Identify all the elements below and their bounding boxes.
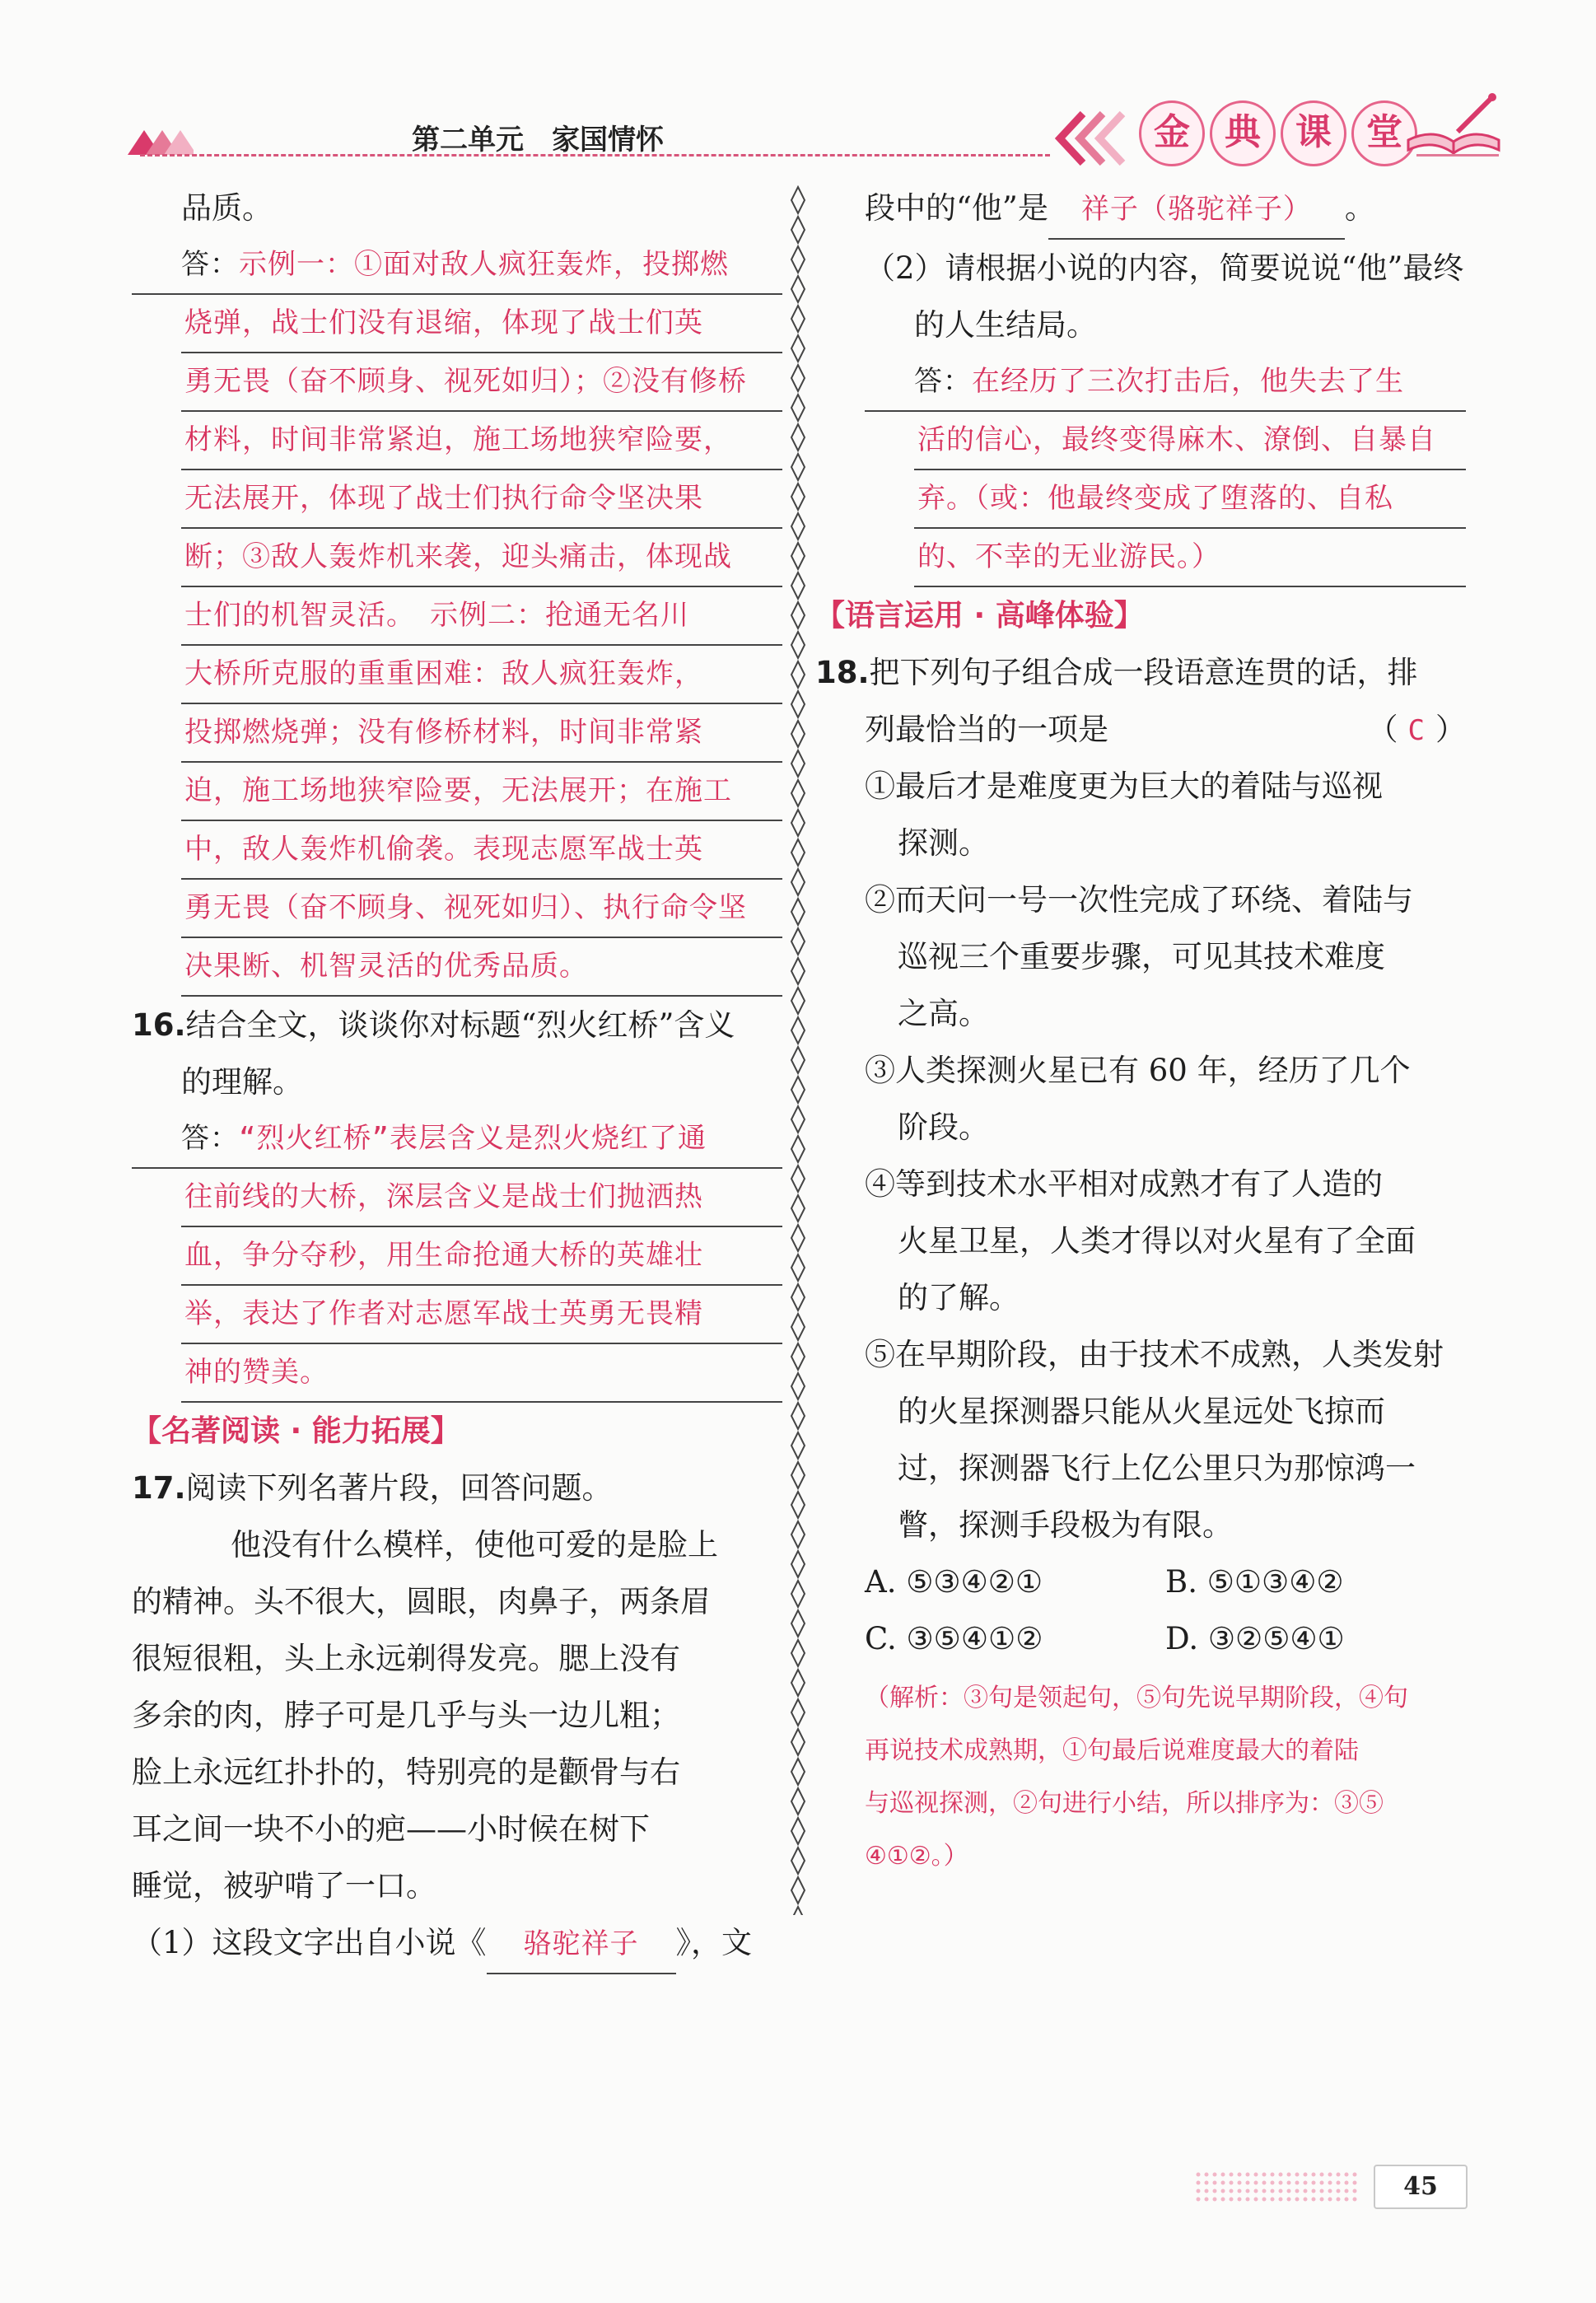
answer-bracket: （ C ） <box>1367 712 1466 747</box>
question-18: 18.把下列句子组合成一段语意连贯的话，排 <box>815 655 1418 690</box>
brand-logo <box>1139 100 1417 166</box>
passage <box>132 1516 782 1914</box>
answer-line: 材料，时间非常紧迫，施工场地狭窄险要， <box>181 412 782 470</box>
answer-line: 勇无畏（奋不顾身、视死如归）；②没有修桥 <box>181 353 782 412</box>
answer-line: 往前线的大桥，深层含义是战士们抛洒热 <box>181 1169 782 1227</box>
answer-line: 烧弹，战士们没有退缩，体现了战士们英 <box>181 295 782 353</box>
section-title: 【名著阅读 · 能力拓展】 <box>132 1414 460 1448</box>
explanation-line: （解析：③句是领起句，⑤句先说早期阶段，④句 <box>865 1684 1408 1712</box>
passage-line: 他没有什么模样，使他可爱的是脸上 <box>231 1527 718 1563</box>
text-line: 的人生结局。 <box>914 307 1097 343</box>
option-c: C. ③⑤④①② <box>865 1621 1043 1656</box>
answer-line: 弃。（或：他最终变成了堕落的、自私 <box>914 470 1466 529</box>
question-number: 16. <box>132 1007 186 1043</box>
sentence-line: 过，探测器飞行上亿公里只为那惊鸿一 <box>898 1450 1416 1486</box>
answer-line: 决果断、机智灵活的优秀品质。 <box>181 938 782 997</box>
sentence-line: 巡视三个重要步骤，可见其技术难度 <box>898 939 1385 974</box>
answer-line: 答：“烈火红桥”表层含义是烈火烧红了通 <box>132 1110 782 1169</box>
passage-line: 很短很粗，头上永远剃得发亮。腮上没有 <box>132 1641 680 1676</box>
sentence-line: ④等到技术水平相对成熟才有了人造的 <box>865 1166 1383 1202</box>
right-column <box>815 180 1466 1883</box>
left-column <box>132 180 782 1974</box>
fill-blank: 骆驼祥子 <box>487 1914 676 1974</box>
sentence-line: 之高。 <box>898 996 989 1031</box>
explanation-line: 与巡视探测，②句进行小结，所以排序为：③⑤ <box>865 1789 1384 1818</box>
answer-line: 迫，施工场地狭窄险要，无法展开；在施工 <box>181 763 782 821</box>
option-b: B. ⑤①③④② <box>1165 1564 1344 1600</box>
answer-line: 血，争分夺秒，用生命抢通大桥的英雄壮 <box>181 1227 782 1286</box>
sentence-line: 瞥，探测手段极为有限。 <box>898 1507 1233 1543</box>
sentence-line: ⑤在早期阶段，由于技术不成熟，人类发射 <box>865 1337 1444 1372</box>
answer-label: 答： <box>181 1122 239 1155</box>
section-title: 【语言运用 · 高峰体验】 <box>815 599 1144 633</box>
passage-line: 多余的肉，脖子可是几乎与头一边儿粗； <box>132 1698 680 1733</box>
answer-line: 神的赞美。 <box>181 1344 782 1403</box>
text-line: 的理解。 <box>181 1064 303 1100</box>
q16-answer <box>132 1110 782 1403</box>
answer-line: 无法展开，体现了战士们执行命令坚决果 <box>181 470 782 529</box>
explanation-line: 再说技术成熟期，①句最后说难度最大的着陆 <box>865 1736 1359 1765</box>
options-row <box>815 1553 1466 1610</box>
q15-answer <box>132 236 782 997</box>
answer-line: 答：在经历了三次打击后，他失去了生 <box>865 353 1466 412</box>
answer-label: 答： <box>914 365 972 398</box>
sentence-line: ①最后才是难度更为巨大的着陆与巡视 <box>865 768 1383 804</box>
answer-line: 中，敌人轰炸机偷袭。表现志愿军战士英 <box>181 821 782 880</box>
unit-title: 第二单元 家国情怀 <box>412 124 664 156</box>
answer-line: 举，表达了作者对志愿军战士英勇无畏精 <box>181 1286 782 1344</box>
options-row <box>815 1610 1466 1667</box>
column-divider <box>788 185 808 1915</box>
passage-line: 耳之间一块不小的疤——小时候在树下 <box>132 1811 650 1847</box>
text-line: 列最恰当的一项是 （ C ） <box>815 701 1466 758</box>
explanation-line: ④①②。） <box>865 1842 968 1871</box>
passage-line: 睡觉，被驴啃了一口。 <box>132 1868 436 1904</box>
passage-line: 的精神。头不很大，圆眼，肉鼻子，两条眉 <box>132 1584 711 1619</box>
sentence-line: 火星卫星，人类才得以对火星有了全面 <box>898 1223 1416 1259</box>
text-line: 品质。 <box>181 190 273 226</box>
header-rule-right <box>1416 154 1499 156</box>
triangle-stripes-icon <box>128 124 194 156</box>
answer-line: 大桥所克服的重重困难：敌人疯狂轰炸， <box>181 646 782 704</box>
brand-char: 堂 <box>1351 100 1417 166</box>
answer-line: 士们的机智灵活。 示例二：抢通无名川 <box>181 587 782 646</box>
brand-char: 典 <box>1210 100 1276 166</box>
answer-line: 答：示例一：①面对敌人疯狂轰炸，投掷燃 <box>132 236 782 295</box>
sentence-line: ③人类探测火星已有 60 年，经历了几个 <box>865 1053 1411 1088</box>
question-16: 16.结合全文，谈谈你对标题“烈火红桥”含义 <box>132 1007 735 1043</box>
sentence-line: ②而天问一号一次性完成了环绕、着陆与 <box>865 882 1413 918</box>
page-header <box>0 0 1596 181</box>
sentence-list <box>815 758 1466 1553</box>
question-number: 18. <box>815 655 870 690</box>
chevron-left-icon <box>1050 105 1132 171</box>
sentence-line: 阶段。 <box>898 1109 989 1145</box>
answer-line: 的、不幸的无业游民。） <box>914 529 1466 587</box>
question-17-1-cont: 段中的“他”是 祥子（骆驼祥子） 。 <box>815 180 1466 240</box>
answer-line: 活的信心，最终变得麻木、潦倒、自暴自 <box>914 412 1466 470</box>
answer-label: 答： <box>181 248 239 281</box>
dot-pattern-decoration <box>1194 2170 1359 2203</box>
answer-line: 投掷燃烧弹；没有修桥材料，时间非常紧 <box>181 704 782 763</box>
question-17-2: （2）请根据小说的内容，简要说说“他”最终 <box>865 250 1464 286</box>
page-number: 45 <box>1374 2165 1468 2209</box>
q17-2-answer <box>865 353 1466 587</box>
sentence-line: 探测。 <box>898 825 989 861</box>
fill-blank: 祥子（骆驼祥子） <box>1048 180 1345 240</box>
question-17-1: （1）这段文字出自小说《 骆驼祥子 》，文 <box>132 1914 782 1974</box>
answer-line: 断；③敌人轰炸机来袭，迎头痛击，体现战 <box>181 529 782 587</box>
sentence-line: 的了解。 <box>898 1280 1020 1315</box>
option-a: A. ⑤③④②① <box>865 1564 1043 1600</box>
sentence-line: 的火星探测器只能从火星远处飞掠而 <box>898 1394 1385 1429</box>
passage-line: 脸上永远红扑扑的，特别亮的是颧骨与右 <box>132 1754 680 1790</box>
question-number: 17. <box>132 1470 186 1506</box>
brand-char: 金 <box>1139 100 1205 166</box>
explanation <box>815 1672 1466 1883</box>
brand-char: 课 <box>1281 100 1346 166</box>
question-17: 17.阅读下列名著片段，回答问题。 <box>132 1470 613 1506</box>
answer-line: 勇无畏（奋不顾身、视死如归）、执行命令坚 <box>181 880 782 938</box>
option-d: D. ③②⑤④① <box>1165 1621 1345 1656</box>
